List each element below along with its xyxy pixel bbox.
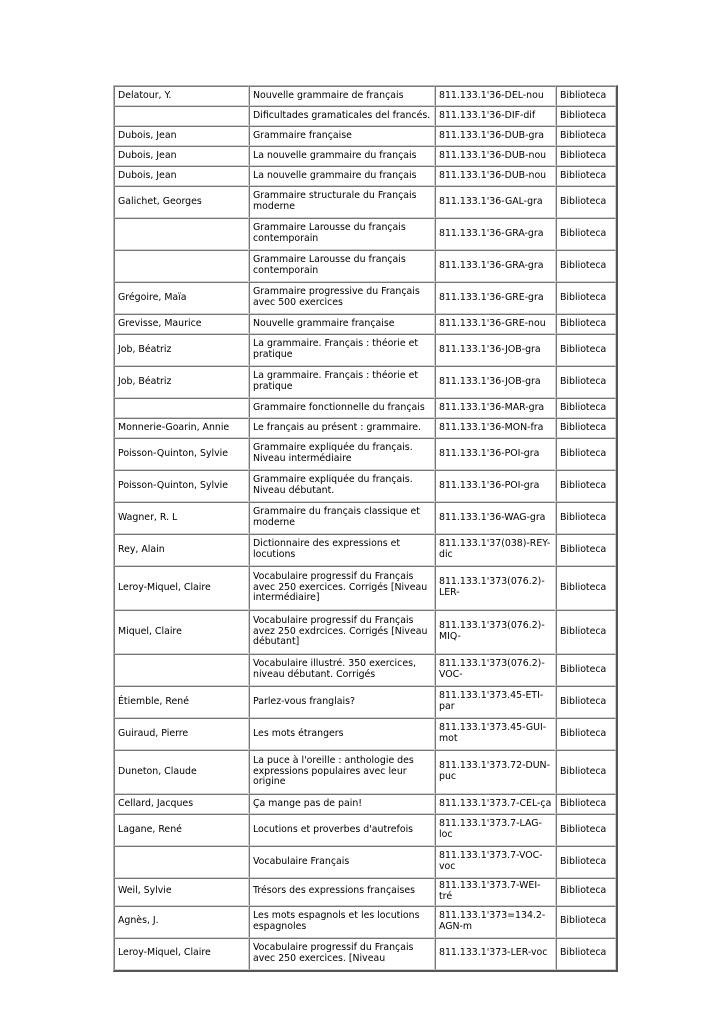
- title-cell: Vocabulaire progressif du Français avec 250 exercices. Corrigés [Niveau intermédiaire]: [249, 566, 435, 610]
- title-cell: Vocabulaire progressif du Français avec 250 exercices. [Niveau: [249, 938, 435, 970]
- table-row: [114, 186, 616, 218]
- location-cell: Biblioteca: [556, 718, 616, 750]
- location-cell: Biblioteca: [556, 282, 616, 314]
- author-cell: Guiraud, Pierre: [114, 718, 249, 750]
- location-cell: Biblioteca: [556, 314, 616, 334]
- author-cell: Grégoire, Maïa: [114, 282, 249, 314]
- location-cell: Biblioteca: [556, 166, 616, 186]
- call-number-cell: 811.133.1'373.7-VOC-voc: [435, 846, 556, 878]
- author-cell: Grevisse, Maurice: [114, 314, 249, 334]
- author-cell: [114, 106, 249, 126]
- call-number-cell: 811.133.1'36-GRE-gra: [435, 282, 556, 314]
- author-cell: Miquel, Claire: [114, 610, 249, 654]
- table-row: [114, 566, 616, 610]
- call-number-cell: 811.133.1'37(038)-REY-dic: [435, 534, 556, 566]
- author-cell: Wagner, R. L: [114, 502, 249, 534]
- location-cell: Biblioteca: [556, 502, 616, 534]
- table-row: [114, 334, 616, 366]
- location-cell: Biblioteca: [556, 146, 616, 166]
- author-cell: Delatour, Y.: [114, 86, 249, 106]
- location-cell: Biblioteca: [556, 610, 616, 654]
- title-cell: Locutions et proverbes d'autrefois: [249, 814, 435, 846]
- call-number-cell: 811.133.1'373.7-CEL-ça: [435, 794, 556, 814]
- table-row: [114, 750, 616, 794]
- table-row: [114, 878, 616, 906]
- location-cell: Biblioteca: [556, 938, 616, 970]
- call-number-cell: 811.133.1'373.45-ETI-par: [435, 686, 556, 718]
- table-row: [114, 846, 616, 878]
- title-cell: Grammaire du français classique et moderne: [249, 502, 435, 534]
- table-row: [114, 218, 616, 250]
- call-number-cell: 811.133.1'36-JOB-gra: [435, 334, 556, 366]
- table-row: [114, 534, 616, 566]
- call-number-cell: 811.133.1'36-GRA-gra: [435, 218, 556, 250]
- call-number-cell: 811.133.1'36-DIF-dif: [435, 106, 556, 126]
- title-cell: La puce à l'oreille : anthologie des expressions populaires avec leur origine: [249, 750, 435, 794]
- location-cell: Biblioteca: [556, 686, 616, 718]
- call-number-cell: 811.133.1'36-JOB-gra: [435, 366, 556, 398]
- location-cell: Biblioteca: [556, 566, 616, 610]
- title-cell: Les mots espagnols et les locutions espagnoles: [249, 906, 435, 938]
- title-cell: Le français au présent : grammaire.: [249, 418, 435, 438]
- author-cell: Agnès, J.: [114, 906, 249, 938]
- table-row: [114, 86, 616, 106]
- location-cell: Biblioteca: [556, 878, 616, 906]
- location-cell: Biblioteca: [556, 106, 616, 126]
- author-cell: [114, 398, 249, 418]
- location-cell: Biblioteca: [556, 846, 616, 878]
- location-cell: Biblioteca: [556, 438, 616, 470]
- author-cell: Leroy-Miquel, Claire: [114, 566, 249, 610]
- title-cell: Dictionnaire des expressions et locutions: [249, 534, 435, 566]
- location-cell: Biblioteca: [556, 906, 616, 938]
- location-cell: Biblioteca: [556, 814, 616, 846]
- title-cell: Nouvelle grammaire de français: [249, 86, 435, 106]
- call-number-cell: 811.133.1'373-LER-voc: [435, 938, 556, 970]
- title-cell: Grammaire française: [249, 126, 435, 146]
- call-number-cell: 811.133.1'373.72-DUN-puc: [435, 750, 556, 794]
- table-row: [114, 282, 616, 314]
- location-cell: Biblioteca: [556, 186, 616, 218]
- location-cell: Biblioteca: [556, 218, 616, 250]
- location-cell: Biblioteca: [556, 750, 616, 794]
- location-cell: Biblioteca: [556, 794, 616, 814]
- author-cell: Galichet, Georges: [114, 186, 249, 218]
- table-row: [114, 502, 616, 534]
- table-row: [114, 654, 616, 686]
- call-number-cell: 811.133.1'36-GRA-gra: [435, 250, 556, 282]
- table-row: [114, 146, 616, 166]
- location-cell: Biblioteca: [556, 250, 616, 282]
- catalog-table-body: [114, 86, 616, 970]
- table-row: [114, 418, 616, 438]
- title-cell: Nouvelle grammaire française: [249, 314, 435, 334]
- author-cell: Dubois, Jean: [114, 146, 249, 166]
- call-number-cell: 811.133.1'36-POI-gra: [435, 470, 556, 502]
- author-cell: Job, Béatriz: [114, 366, 249, 398]
- call-number-cell: 811.133.1'36-DUB-nou: [435, 166, 556, 186]
- call-number-cell: 811.133.1'36-DUB-nou: [435, 146, 556, 166]
- table-row: [114, 438, 616, 470]
- call-number-cell: 811.133.1'373.7-WEI-tré: [435, 878, 556, 906]
- table-row: [114, 106, 616, 126]
- author-cell: [114, 250, 249, 282]
- table-row: [114, 814, 616, 846]
- author-cell: Étiemble, René: [114, 686, 249, 718]
- call-number-cell: 811.133.1'373(076.2)-LER-: [435, 566, 556, 610]
- location-cell: Biblioteca: [556, 366, 616, 398]
- table-row: [114, 398, 616, 418]
- author-cell: [114, 218, 249, 250]
- title-cell: La nouvelle grammaire du français: [249, 166, 435, 186]
- call-number-cell: 811.133.1'373=134.2-AGN-m: [435, 906, 556, 938]
- table-row: [114, 250, 616, 282]
- author-cell: Rey, Alain: [114, 534, 249, 566]
- call-number-cell: 811.133.1'36-DUB-gra: [435, 126, 556, 146]
- location-cell: Biblioteca: [556, 126, 616, 146]
- title-cell: Grammaire Larousse du français contemporain: [249, 218, 435, 250]
- title-cell: Les mots étrangers: [249, 718, 435, 750]
- table-row: [114, 794, 616, 814]
- location-cell: Biblioteca: [556, 334, 616, 366]
- title-cell: La grammaire. Français : théorie et pratique: [249, 366, 435, 398]
- call-number-cell: 811.133.1'373.7-LAG-loc: [435, 814, 556, 846]
- author-cell: Weil, Sylvie: [114, 878, 249, 906]
- table-row: [114, 166, 616, 186]
- location-cell: Biblioteca: [556, 654, 616, 686]
- author-cell: Cellard, Jacques: [114, 794, 249, 814]
- location-cell: Biblioteca: [556, 86, 616, 106]
- title-cell: Grammaire expliquée du français. Niveau débutant.: [249, 470, 435, 502]
- title-cell: La grammaire. Français : théorie et pratique: [249, 334, 435, 366]
- call-number-cell: 811.133.1'36-DEL-nou: [435, 86, 556, 106]
- call-number-cell: 811.133.1'36-MON-fra: [435, 418, 556, 438]
- author-cell: Poisson-Quinton, Sylvie: [114, 470, 249, 502]
- table-row: [114, 906, 616, 938]
- call-number-cell: 811.133.1'36-WAG-gra: [435, 502, 556, 534]
- title-cell: Parlez-vous franglais?: [249, 686, 435, 718]
- author-cell: Lagane, René: [114, 814, 249, 846]
- author-cell: Job, Béatriz: [114, 334, 249, 366]
- table-row: [114, 686, 616, 718]
- title-cell: Trésors des expressions françaises: [249, 878, 435, 906]
- title-cell: Grammaire progressive du Français avec 500 exercices: [249, 282, 435, 314]
- author-cell: [114, 846, 249, 878]
- table-row: [114, 314, 616, 334]
- table-row: [114, 938, 616, 970]
- author-cell: Dubois, Jean: [114, 126, 249, 146]
- author-cell: Monnerie-Goarin, Annie: [114, 418, 249, 438]
- title-cell: Ça mange pas de pain!: [249, 794, 435, 814]
- call-number-cell: 811.133.1'373.45-GUI-mot: [435, 718, 556, 750]
- call-number-cell: 811.133.1'373(076.2)-MIQ-: [435, 610, 556, 654]
- author-cell: Poisson-Quinton, Sylvie: [114, 438, 249, 470]
- title-cell: Dificultades gramaticales del francés.: [249, 106, 435, 126]
- call-number-cell: 811.133.1'36-GRE-nou: [435, 314, 556, 334]
- title-cell: Grammaire structurale du Français moderne: [249, 186, 435, 218]
- table-row: [114, 718, 616, 750]
- author-cell: Leroy-Miquel, Claire: [114, 938, 249, 970]
- call-number-cell: 811.133.1'36-GAL-gra: [435, 186, 556, 218]
- author-cell: Duneton, Claude: [114, 750, 249, 794]
- table-row: [114, 470, 616, 502]
- location-cell: Biblioteca: [556, 398, 616, 418]
- title-cell: Grammaire fonctionnelle du français: [249, 398, 435, 418]
- title-cell: Vocabulaire illustré. 350 exercices, niveau débutant. Corrigés: [249, 654, 435, 686]
- table-row: [114, 366, 616, 398]
- title-cell: Grammaire expliquée du français. Niveau intermédiaire: [249, 438, 435, 470]
- author-cell: [114, 654, 249, 686]
- location-cell: Biblioteca: [556, 470, 616, 502]
- table-row: [114, 126, 616, 146]
- location-cell: Biblioteca: [556, 418, 616, 438]
- author-cell: Dubois, Jean: [114, 166, 249, 186]
- title-cell: La nouvelle grammaire du français: [249, 146, 435, 166]
- table-row: [114, 610, 616, 654]
- location-cell: Biblioteca: [556, 534, 616, 566]
- call-number-cell: 811.133.1'36-MAR-gra: [435, 398, 556, 418]
- title-cell: Vocabulaire progressif du Français avez 250 exdrcices. Corrigés [Niveau débutant]: [249, 610, 435, 654]
- call-number-cell: 811.133.1'36-POI-gra: [435, 438, 556, 470]
- call-number-cell: 811.133.1'373(076.2)-VOC-: [435, 654, 556, 686]
- title-cell: Grammaire Larousse du français contemporain: [249, 250, 435, 282]
- title-cell: Vocabulaire Français: [249, 846, 435, 878]
- catalog-table: [113, 85, 618, 972]
